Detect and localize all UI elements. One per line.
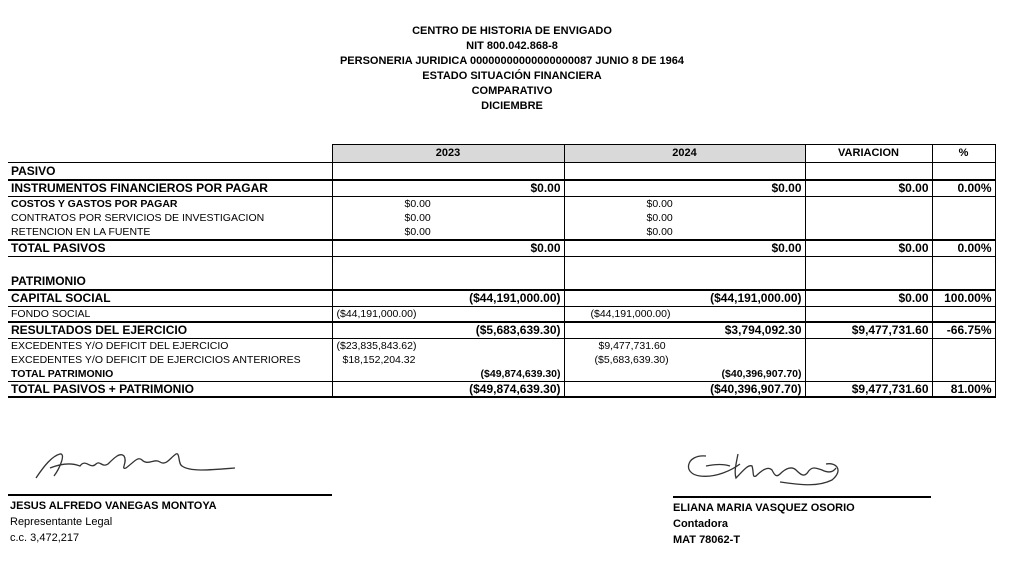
signer-left-id: c.c. 3,472,217 [10,532,80,544]
table-row: CONTRATOS POR SERVICIOS DE INVESTIGACION $0.00 $0.00 [8,211,995,225]
signer-right-role: Contadora [673,518,728,530]
table-row: FONDO SOCIAL ($44,191,000.00) ($44,191,000.00) [8,307,995,323]
table-row: TOTAL PATRIMONIO ($49,874,639.30) ($40,396,907.70) [8,367,995,382]
report-title: ESTADO SITUACIÓN FINANCIERA [422,70,602,82]
col-variacion: VARIACION [805,145,932,163]
org-personeria: PERSONERIA JURIDICA 00000000000000000087 JUNIO 8 DE 1964 [339,55,685,67]
signer-left [10,498,217,546]
section-pasivo: PASIVO [8,163,332,181]
signature-right [676,444,856,490]
col-pct: % [932,145,995,163]
table-row: INSTRUMENTOS FINANCIEROS POR PAGAR $0.00 $0.00 $0.00 0.00% [8,180,995,197]
col-2024: 2024 [564,145,805,163]
table-row: COSTOS Y GASTOS POR PAGAR $0.00 $0.00 [8,197,995,212]
signer-right [673,500,855,548]
org-nit: NIT 800.042.868-8 [466,40,558,52]
report-period: DICIEMBRE [481,100,543,112]
signer-right-id: MAT 78062-T [673,534,741,546]
section-patrimonio: PATRIMONIO [8,273,332,290]
report-header [0,24,1024,114]
signer-left-name: JESUS ALFREDO VANEGAS MONTOYA [10,500,217,512]
table-row: EXCEDENTES Y/O DEFICIT DE EJERCICIOS ANTERIORES $18,152,204.32 ($5,683,639.30) [8,353,995,367]
table-row: CAPITAL SOCIAL ($44,191,000.00) ($44,191,000.00) $0.00 100.00% [8,290,995,307]
table-row: RESULTADOS DEL EJERCICIO ($5,683,639.30) $3,794,092.30 $9,477,731.60 -66.75% [8,322,995,339]
table-row: RETENCION EN LA FUENTE $0.00 $0.00 [8,225,995,240]
table-row: TOTAL PASIVOS + PATRIMONIO ($49,874,639.30) ($40,396,907.70) $9,477,731.60 81.00% [8,382,995,398]
report-subtitle: COMPARATIVO [471,85,553,97]
org-name: CENTRO DE HISTORIA DE ENVIGADO [412,25,612,37]
signature-left [30,446,240,486]
balance-table [8,144,996,398]
table-row: EXCEDENTES Y/O DEFICIT DEL EJERCICIO ($23,835,843.62) $9,477,731.60 [8,339,995,354]
signer-right-name: ELIANA MARIA VASQUEZ OSORIO [673,502,855,514]
signer-left-role: Representante Legal [10,516,113,528]
table-row: TOTAL PASIVOS $0.00 $0.00 $0.00 0.00% [8,240,995,257]
col-2023: 2023 [332,145,564,163]
